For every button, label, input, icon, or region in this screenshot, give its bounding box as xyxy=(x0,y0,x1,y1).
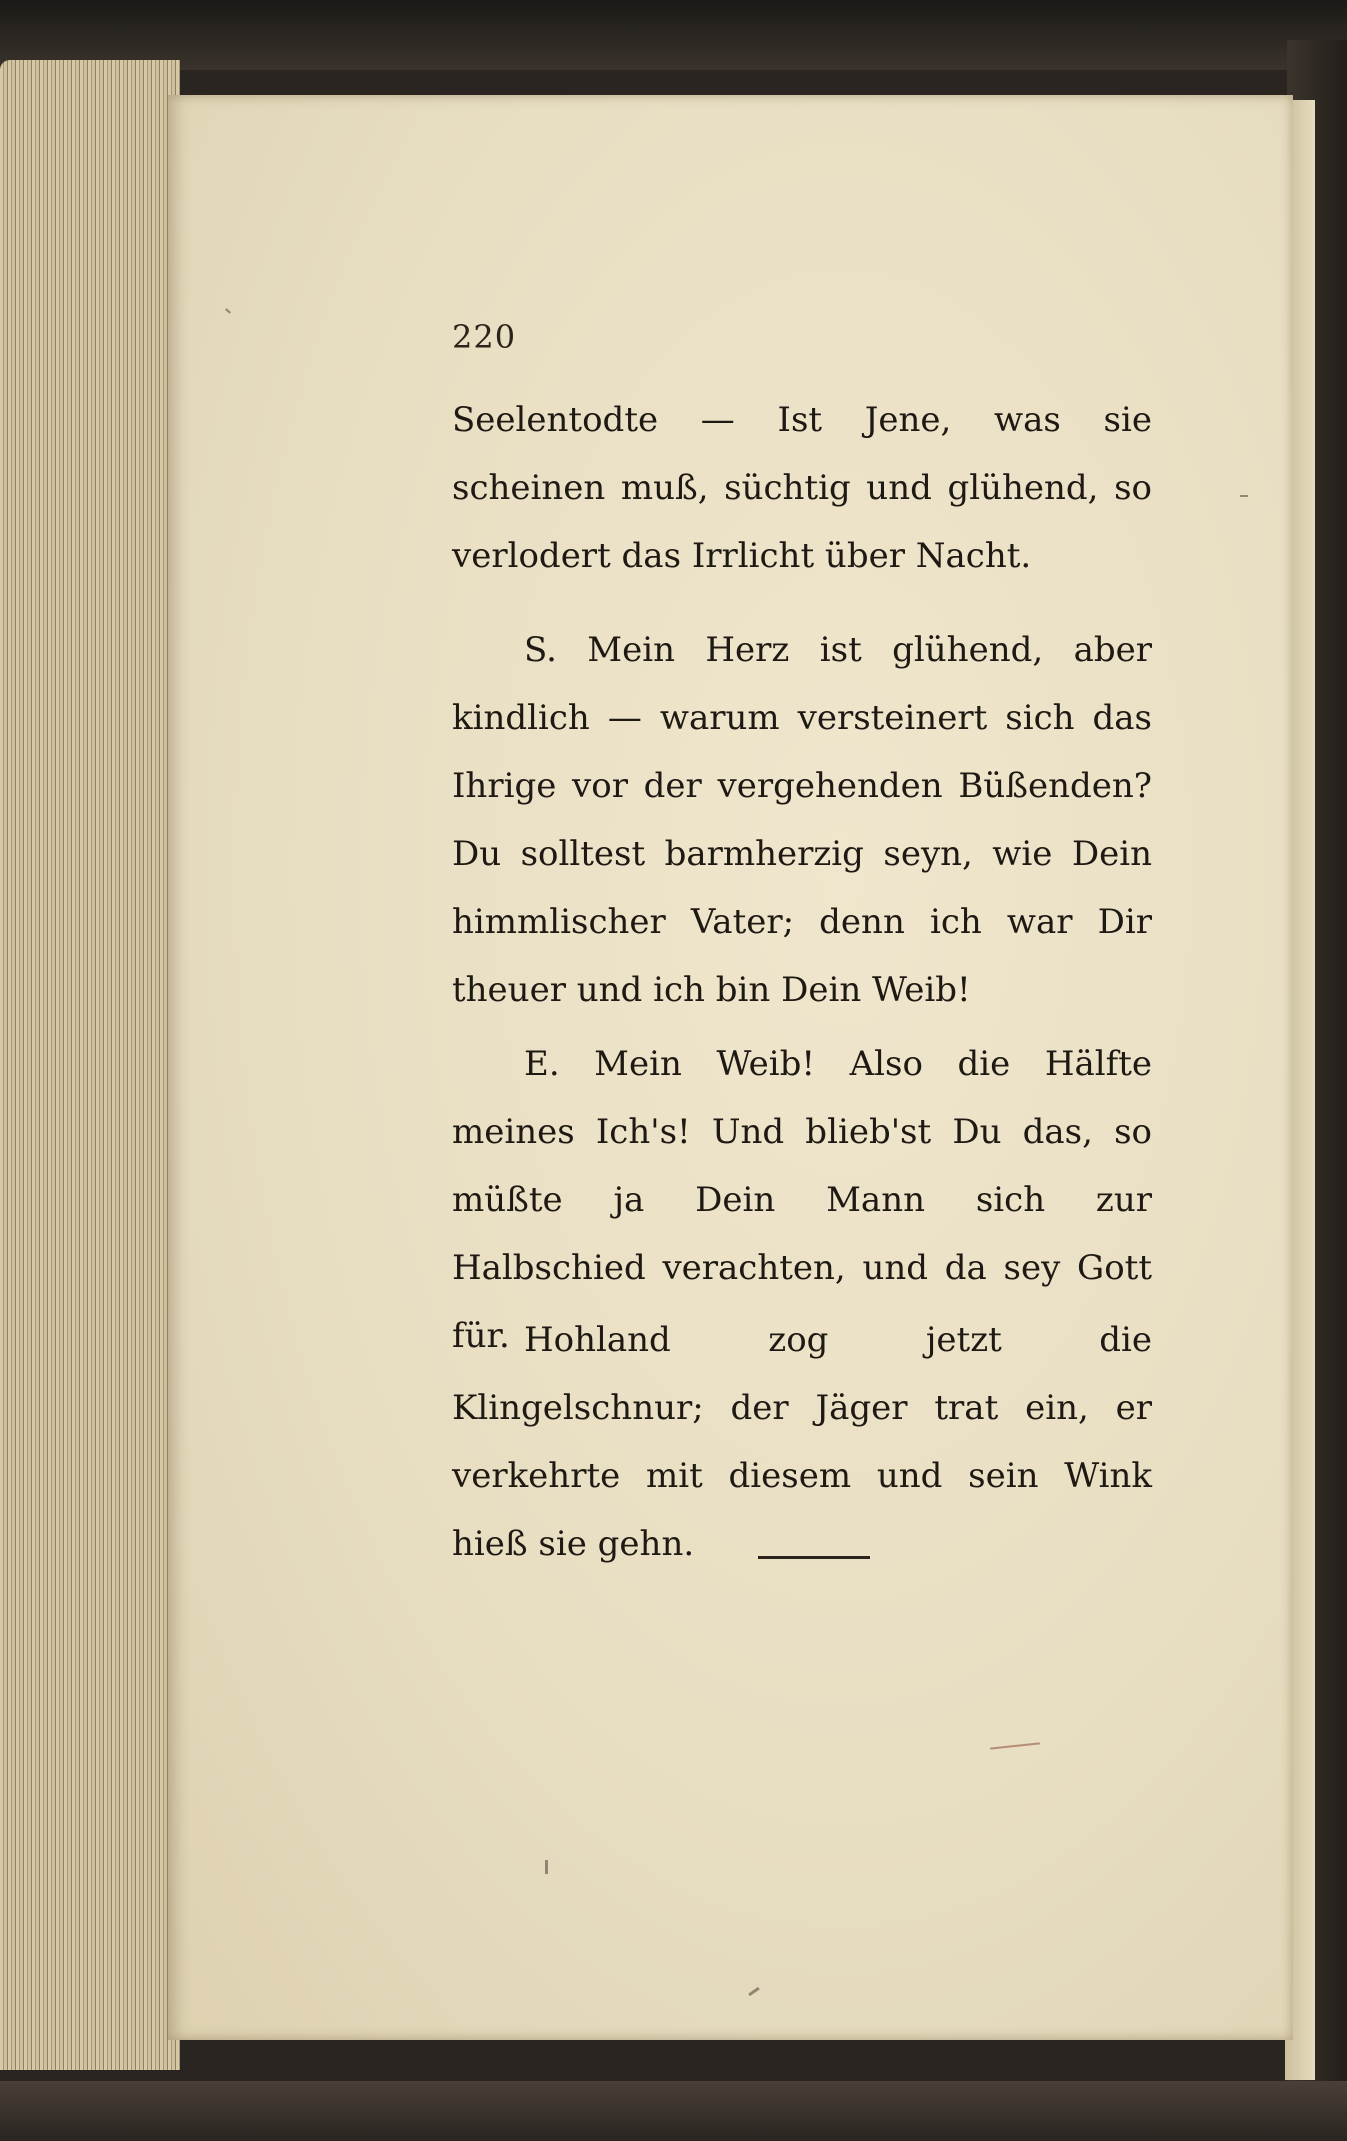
page-speck xyxy=(545,1860,548,1874)
paragraph-continuation: Seelentodte — Ist Jene, was sie scheinen muß, süchtig und glühend, so verlodert das Irrlicht über Nacht. xyxy=(452,400,1152,576)
page-number: 220 xyxy=(452,318,517,356)
paragraph-narration: Hohland zog jetzt die Klingelschnur; der Jäger trat ein, er verkehrte mit diesem und sein Wink hieß sie gehn. xyxy=(452,1320,1152,1564)
end-rule xyxy=(758,1556,870,1559)
paragraph-s-speech: S. Mein Herz ist glühend, aber kindlich — warum versteinert sich das Ihrige vor der vergehenden Büßenden? Du solltest barmherzig seyn, wie Dein himmlischer Vater; denn ich war Dir theuer und ich bin Dein Weib! xyxy=(452,630,1152,1010)
book-cover-top xyxy=(0,0,1347,70)
book-cover-bottom xyxy=(0,2081,1347,2141)
page-edges xyxy=(0,60,180,2070)
page-speck xyxy=(1240,495,1248,497)
paragraph-e-speech: E. Mein Weib! Also die Hälfte meines Ich's! Und blieb'st Du das, so müßte ja Dein Mann sich zur Halbschied verachten, und da sey Gott für. xyxy=(452,1044,1152,1356)
